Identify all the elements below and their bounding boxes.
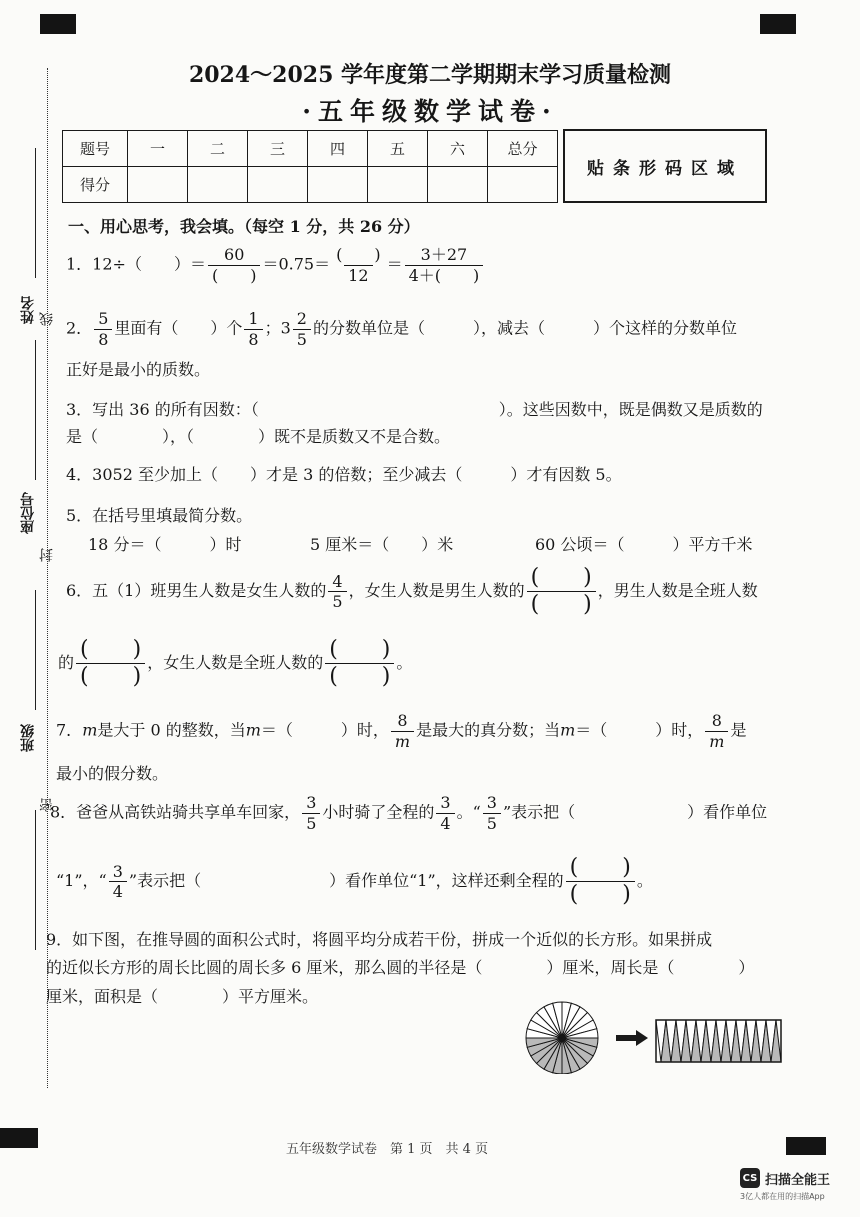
fraction-denominator: 5: [328, 591, 346, 611]
score-cell: 三: [248, 131, 308, 167]
watermark-tagline: 3亿人都在用的扫描App: [740, 1192, 825, 1201]
fraction-denominator: 5: [483, 813, 501, 833]
q8-text-5: “1”，“: [56, 871, 107, 891]
fraction-numerator: 5: [98, 309, 109, 328]
registration-mark-top-left: [40, 14, 76, 34]
q8-fraction-b: [436, 794, 454, 832]
question-7-line-1: [56, 712, 746, 750]
q2-text-2: ；3: [264, 318, 291, 338]
fraction-denominator: ( ): [325, 663, 394, 689]
fraction-denominator: 5: [302, 813, 320, 833]
question-2-line-2: 正好是最小的质数。: [66, 360, 211, 379]
score-blank[interactable]: [488, 167, 558, 203]
question-4: 4．3052 至少加上（ ）才是 3 的倍数；至少减去（ ）才有因数 5。: [66, 465, 622, 484]
page-footer: 五年级数学试卷 第 1 页 共 4 页: [286, 1142, 489, 1157]
fraction-denominator: ( ): [208, 265, 261, 285]
fraction-denominator: 5: [293, 329, 311, 349]
score-blank[interactable]: [308, 167, 368, 203]
question-1: [66, 246, 485, 284]
q1-fraction-a: [208, 246, 261, 284]
q1-prefix: 1．12÷（ ）＝: [66, 254, 206, 274]
score-blank[interactable]: [248, 167, 308, 203]
score-cell: 一: [128, 131, 188, 167]
question-3-line-1: 3．写出 36 的所有因数：（ ）。这些因数中，既是偶数又是质数的: [66, 400, 763, 419]
circle-to-rectangle-figure: [524, 1000, 784, 1074]
fraction-numerator: 3: [440, 793, 451, 812]
q2-fraction-c: [293, 310, 311, 348]
sidebar-secret-label: 密: [39, 798, 55, 812]
question-8-line-1: [50, 794, 767, 832]
q7-text-4: 是最大的真分数；当: [416, 720, 561, 740]
fraction-denominator: ( ): [566, 881, 635, 907]
fraction-denominator: 4: [436, 813, 454, 833]
question-9-line-2: 的近似长方形的周长比圆的周长多 6 厘米，那么圆的半径是（ ）厘米，周长是（ ）: [46, 958, 755, 977]
binding-line: [35, 590, 36, 710]
question-5-title: 5．在括号里填最简分数。: [66, 506, 253, 525]
question-5-a: 18 分＝（ ）时: [88, 535, 242, 554]
q2-text-1: 里面有（ ）个: [114, 318, 243, 338]
approximate-rectangle: [656, 1020, 781, 1062]
q1-mid: ＝0.75＝: [262, 254, 331, 274]
barcode-area: 贴条形码区域: [563, 129, 767, 203]
question-3-line-2: 是（ ），（ ）既不是质数又不是合数。: [66, 427, 451, 446]
q8-text-4: ”表示把（ ）看作单位: [502, 802, 768, 822]
q8-text-3: 。“: [456, 802, 481, 822]
exam-subtitle: ·五年级数学试卷·: [302, 97, 558, 126]
fraction-numerator: 8: [397, 711, 408, 730]
divided-circle: [526, 1002, 598, 1074]
score-cell: 总分: [488, 131, 558, 167]
q1-equals: ＝: [386, 254, 403, 274]
watermark-name: 扫描全能王: [765, 1172, 831, 1188]
question-5-c: 60 公顷＝（ ）平方千米: [535, 535, 753, 554]
fraction-numerator: ( ): [530, 565, 592, 590]
q6-text-1: 6．五（1）班男生人数是女生人数的: [66, 581, 327, 601]
fraction-denominator: 8: [94, 329, 112, 349]
sidebar-seat-label: 座位号: [20, 492, 36, 534]
q8-text-1: 8．爸爸从高铁站骑共享单车回家，: [50, 802, 301, 822]
score-cell: 五: [368, 131, 428, 167]
q1-fraction-b: [332, 246, 385, 284]
registration-mark-bottom-right: [786, 1137, 826, 1155]
registration-mark-top-right: [760, 14, 796, 34]
score-cell: 得分: [63, 167, 128, 203]
sidebar-class-label: 班级: [20, 724, 36, 752]
q7-variable: m: [82, 720, 98, 740]
q6-blank-fraction-3[interactable]: [325, 638, 394, 689]
fraction-numerator: 3: [486, 793, 497, 812]
score-cell: 题号: [63, 131, 128, 167]
fraction-denominator: ( ): [527, 591, 596, 617]
q7-variable: m: [560, 720, 576, 740]
question-6-line-2: [58, 638, 412, 689]
q7-text-2: 是大于 0 的整数，当: [97, 720, 246, 740]
scanner-watermark: [740, 1168, 830, 1202]
question-8-line-2: [56, 856, 653, 907]
q6-text-4: 的: [58, 653, 75, 673]
q6-text-6: 。: [396, 653, 413, 673]
q8-blank-fraction[interactable]: [566, 856, 635, 907]
q8-text-2: 小时骑了全程的: [322, 802, 435, 822]
arrow-icon: [616, 1030, 648, 1046]
q6-blank-fraction-1[interactable]: [527, 566, 596, 617]
score-cell: 二: [188, 131, 248, 167]
fraction-numerator: ( ): [80, 637, 142, 662]
fraction-numerator: ( ): [336, 245, 381, 264]
binding-line: [35, 148, 36, 278]
section-heading: 一、用心思考，我会填。（每空 1 分，共 26 分）: [68, 217, 420, 236]
sidebar-name-label: 姓名: [20, 296, 36, 324]
q2-text-3: 的分数单位是（ ），减去（ ）个这样的分数单位: [312, 318, 737, 338]
fraction-denominator: m: [705, 731, 728, 751]
exam-title: 2024～2025 学年度第二学期期末学习质量检测: [188, 62, 672, 88]
score-blank[interactable]: [188, 167, 248, 203]
q8-fraction-d: [109, 863, 127, 901]
cs-logo-icon: CS: [740, 1168, 760, 1188]
score-table-header-row: [63, 131, 558, 167]
question-9-line-1: 9．如下图，在推导圆的面积公式时，将圆平均分成若干份，拼成一个近似的长方形。如果拼成: [46, 930, 713, 949]
question-6-line-1: [66, 566, 758, 617]
score-blank[interactable]: [428, 167, 488, 203]
q8-fraction-c: [483, 794, 501, 832]
fraction-denominator: ( ): [76, 663, 145, 689]
question-9-line-3: 厘米，面积是（ ）平方厘米。: [46, 987, 319, 1006]
fraction-numerator: 3: [306, 793, 317, 812]
q1-fraction-c: [405, 246, 484, 284]
question-2: [66, 310, 737, 348]
fraction-denominator: 8: [244, 329, 262, 349]
fraction-denominator: 4＋( ): [405, 265, 484, 285]
q2-prefix: 2．: [66, 318, 93, 338]
score-cell: 四: [308, 131, 368, 167]
q8-text-6: ”表示把（ ）看作单位“1”，这样还剩全程的: [128, 871, 564, 891]
binding-line: [35, 340, 36, 480]
q7-text-6: 是: [730, 720, 747, 740]
fraction-numerator: ( ): [569, 855, 631, 880]
score-table: [62, 130, 558, 203]
q8-fraction-a: [302, 794, 320, 832]
fraction-denominator: 12: [344, 265, 372, 285]
question-5-b: 5 厘米＝（ ）米: [310, 535, 454, 554]
q6-text-3: ，男生人数是全班人数: [597, 581, 758, 601]
q7-text-1: 7．: [56, 720, 83, 740]
fraction-numerator: 4: [332, 571, 343, 591]
q6-text-5: ，女生人数是全班人数的: [147, 653, 324, 673]
score-blank[interactable]: [128, 167, 188, 203]
fraction-denominator: m: [391, 731, 414, 751]
q7-text-5: ＝（ ）时，: [575, 720, 704, 740]
q2-fraction-b: [244, 310, 262, 348]
q6-text-2: ，女生人数是男生人数的: [348, 581, 525, 601]
fraction-numerator: 1: [248, 309, 259, 328]
q7-text-3: ＝（ ）时，: [260, 720, 389, 740]
fraction-denominator: 4: [109, 881, 127, 901]
score-table-score-row: [63, 167, 558, 203]
sidebar-seal-label: 封: [39, 548, 55, 562]
fraction-numerator: 3＋27: [420, 245, 468, 264]
fraction-numerator: 60: [224, 245, 245, 264]
question-7-line-2: 最小的假分数。: [56, 764, 169, 783]
registration-mark-bottom-left: [0, 1128, 38, 1148]
q7-fraction-a: [391, 712, 414, 750]
q6-blank-fraction-2[interactable]: [76, 638, 145, 689]
sidebar-line-label: 线: [39, 312, 55, 326]
fraction-numerator: 2: [296, 309, 307, 328]
q7-variable: m: [245, 720, 261, 740]
fraction-numerator: 3: [112, 861, 123, 881]
q7-fraction-b: [705, 712, 728, 750]
q2-fraction-a: [94, 310, 112, 348]
fraction-numerator: 8: [711, 711, 722, 730]
score-blank[interactable]: [368, 167, 428, 203]
score-cell: 六: [428, 131, 488, 167]
q8-text-7: 。: [636, 871, 653, 891]
binding-line: [35, 810, 36, 950]
q6-fraction: [328, 573, 346, 611]
fraction-numerator: ( ): [329, 637, 391, 662]
